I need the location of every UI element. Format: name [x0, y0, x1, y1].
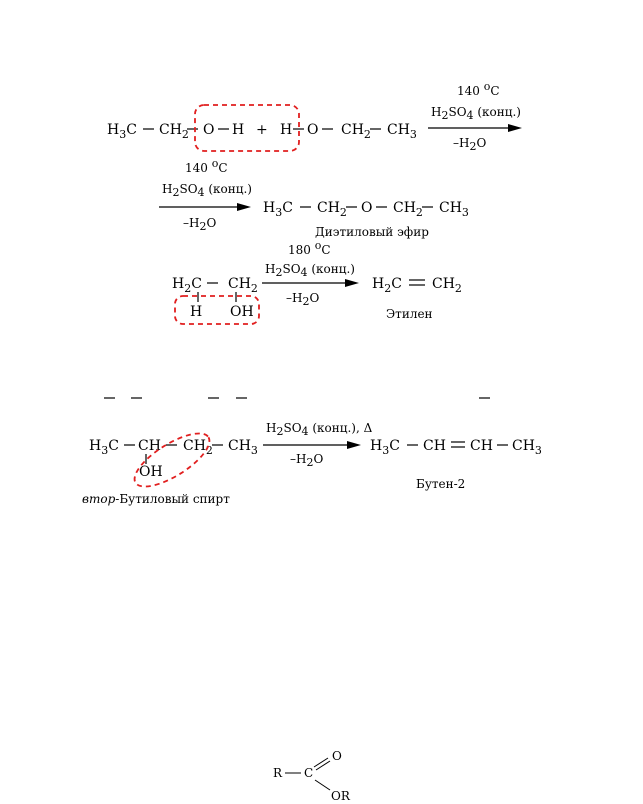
- svg-text:O: O: [307, 122, 319, 138]
- svg-text:H3C: $H_3C$: [263, 200, 293, 219]
- svg-text:–H2O: –H2O: [453, 136, 487, 153]
- svg-text:O: O: [203, 122, 215, 138]
- svg-text:CH2: $CH_2$: [183, 438, 213, 457]
- svg-text:H2SO4 (конц.): H2SO4 (конц.): [265, 262, 355, 279]
- svg-text:–H2O: –H2O: [290, 452, 324, 469]
- diethyl-ether-name: Диэтиловый эфир: [315, 225, 429, 239]
- svg-text:H: H: [280, 122, 293, 138]
- svg-text:H3C: $H_3C$: [89, 438, 119, 457]
- svg-text:140 oC: 140 oC: [185, 157, 228, 175]
- svg-text:H2SO4 (конц.): H2SO4 (конц.): [431, 105, 521, 122]
- sec-butanol-reactant: [89, 438, 258, 480]
- reaction-3-arrow: [263, 421, 373, 469]
- svg-text:CH2: $CH_2$: [393, 200, 423, 219]
- svg-text:CH3: $CH_3$: [512, 438, 542, 457]
- sec-butanol-name: втор-Бутиловый спирт: [82, 492, 230, 506]
- svg-text:OR: OR: [331, 789, 350, 803]
- svg-text:–H2O: –H2O: [183, 216, 217, 233]
- svg-text:+: +: [256, 122, 268, 138]
- butene-2-name: Бутен-2: [416, 477, 466, 491]
- svg-text:O: O: [332, 749, 342, 763]
- svg-text:CH: CH: [470, 438, 493, 454]
- water-elimination-ellipse: [127, 424, 217, 497]
- svg-text:CH2: $CH_2$: [159, 122, 189, 141]
- ethanol-reactant: [172, 276, 258, 320]
- butene-2-formula: [370, 438, 542, 457]
- reaction-1-arrow: [428, 80, 522, 153]
- svg-text:–H2O: –H2O: [286, 291, 320, 308]
- svg-text:H3C: $H_3C$: [370, 438, 400, 457]
- svg-text:H2C: $H_2C$: [172, 276, 202, 295]
- reaction-2-arrow: [262, 239, 359, 308]
- svg-text:CH2: $CH_2$: [317, 200, 347, 219]
- reaction-1b-arrow: [159, 157, 252, 233]
- svg-text:CH3: $CH_3$: [387, 122, 417, 141]
- svg-text:140 oC: 140 oC: [457, 80, 500, 98]
- svg-text:H3C: $H_3C$: [107, 122, 137, 141]
- svg-text:H: H: [190, 304, 203, 320]
- svg-text:CH2: $CH_2$: [432, 276, 462, 295]
- svg-text:CH3: $CH_3$: [228, 438, 258, 457]
- svg-text:OH: OH: [139, 464, 163, 480]
- reaction-1-reactants: [107, 122, 417, 141]
- svg-text:H2SO4 (конц.): H2SO4 (конц.): [162, 182, 252, 199]
- svg-text:H2SO4 (конц.), Δ: H2SO4 (конц.), Δ: [266, 421, 373, 438]
- ethylene-name: Этилен: [386, 307, 433, 321]
- svg-text:R: R: [273, 766, 283, 780]
- svg-text:CH3: $CH_3$: [439, 200, 469, 219]
- svg-text:OH: OH: [230, 304, 254, 320]
- svg-text:CH: CH: [138, 438, 161, 454]
- ester-fragment: [273, 749, 351, 803]
- svg-text:C: C: [304, 766, 314, 780]
- svg-text:CH: CH: [423, 438, 446, 454]
- svg-text:O: O: [361, 200, 373, 216]
- svg-text:180 oC: 180 oC: [288, 239, 331, 257]
- svg-text:H: H: [232, 122, 245, 138]
- diethyl-ether-formula: [263, 200, 469, 219]
- svg-text:CH2: $CH_2$: [341, 122, 371, 141]
- svg-text:H2C: $H_2C$: [372, 276, 402, 295]
- ethylene-formula: [372, 276, 462, 295]
- svg-text:CH2: $CH_2$: [228, 276, 258, 295]
